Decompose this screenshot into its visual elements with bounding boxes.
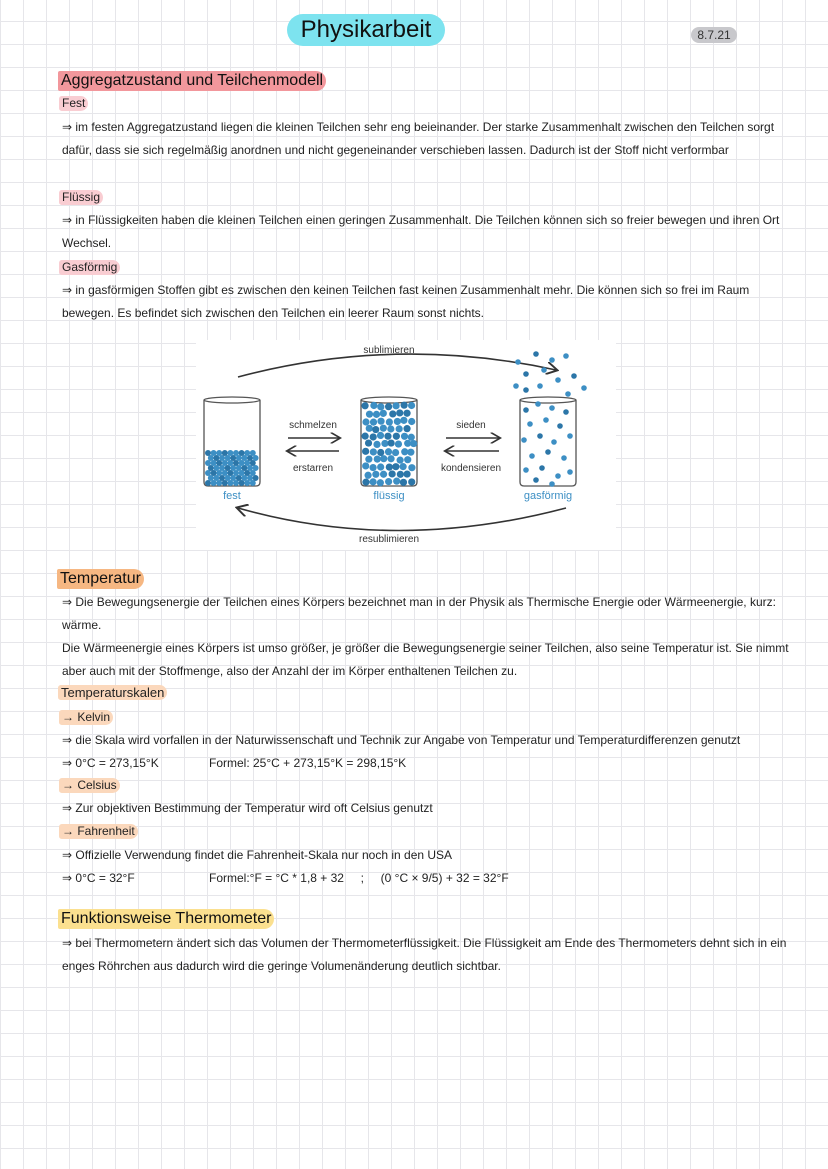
particle	[549, 405, 555, 411]
particle	[549, 481, 555, 487]
particle	[571, 373, 577, 379]
particle	[533, 477, 539, 483]
particle	[557, 423, 563, 429]
particle	[233, 450, 239, 456]
particle	[410, 440, 417, 447]
particle	[365, 472, 372, 479]
particle	[400, 479, 407, 486]
text-celsius: ⇒ Zur objektiven Bestimmung der Temperatur wird oft Celsius genutzt	[62, 801, 433, 815]
particle	[381, 440, 388, 447]
particle	[543, 417, 549, 423]
particle	[222, 450, 228, 456]
particle	[387, 455, 394, 462]
particle	[403, 470, 410, 477]
particle	[555, 377, 561, 383]
particle	[205, 450, 211, 456]
particle	[366, 411, 373, 418]
particle	[362, 433, 369, 440]
particle	[362, 448, 369, 455]
particle	[513, 383, 519, 389]
text-fest: ⇒ im festen Aggregatzustand liegen die kleinen Teilchen sehr eng beieinander. Der starke Zusammenhalt zwischen den Teilchen sorgt dafür, dass sie sich regelmäßig anordnen und nicht gegeneinander verschieben lassen. Dadurch ist der Stoff nicht verformbar	[62, 120, 775, 157]
particle	[396, 409, 403, 416]
particle	[392, 402, 399, 409]
particle	[362, 462, 369, 469]
particle	[561, 455, 567, 461]
label-kelvin: → Kelvin	[59, 710, 113, 725]
particle	[408, 464, 415, 471]
particle	[567, 433, 573, 439]
label-celsius: → Celsius	[59, 778, 120, 793]
text-kelvin: ⇒ die Skala wird vorfallen in der Naturwissenschaft und Technik zur Angabe von Temperatur und Temperaturdifferenzen genutzt	[62, 733, 741, 747]
particle	[377, 449, 384, 456]
particle	[384, 433, 391, 440]
aggregate-states-diagram	[196, 340, 616, 550]
particle	[563, 353, 569, 359]
label-fluessig: Flüssig	[59, 190, 103, 205]
particle	[403, 410, 410, 417]
particle	[537, 433, 543, 439]
particle	[523, 467, 529, 473]
particle	[535, 401, 541, 407]
particle	[545, 449, 551, 455]
particle	[389, 470, 396, 477]
particle	[369, 464, 376, 471]
text-temperatur-2: Die Wärmeenergie eines Körpers ist umso größer, je größer die Bewegungsenergie seiner Teilchen, also seine Temperatur ist. Sie nimmt aber auch mit der Stoffmenge, also der Anzahl der im Körper enthaltenen Teilchen zu.	[62, 641, 789, 678]
particle	[397, 471, 404, 478]
heading-thermometer: Funktionsweise Thermometer	[58, 909, 274, 929]
page-title: Physikarbeit	[287, 14, 445, 46]
particle	[250, 450, 256, 456]
particle	[372, 471, 379, 478]
heading-temperaturskalen: Temperaturskalen	[58, 685, 167, 700]
particle	[401, 448, 408, 455]
particle	[385, 403, 392, 410]
particle	[372, 426, 379, 433]
label-state-gasfoermig: gasförmig	[523, 490, 573, 502]
particle	[374, 456, 381, 463]
particle	[551, 439, 557, 445]
particle	[527, 421, 533, 427]
particle	[377, 403, 384, 410]
particle	[537, 383, 543, 389]
text-fahrenheit: ⇒ Offizielle Verwendung findet die Fahrenheit-Skala nur noch in den USA	[62, 848, 453, 862]
particle	[380, 410, 387, 417]
particle	[523, 407, 529, 413]
heading-temperatur: Temperatur	[57, 569, 144, 589]
particle	[563, 409, 569, 415]
label-gasfoermig: Gasförmig	[59, 260, 120, 275]
particle	[529, 453, 535, 459]
particles-liquid	[361, 402, 417, 487]
particle	[370, 419, 377, 426]
label-fest: Fest	[59, 96, 88, 111]
particle	[401, 433, 408, 440]
particle	[523, 387, 529, 393]
text-gasfoermig: ⇒ in gasförmigen Stoffen gibt es zwischen den keinen Teilchen fast keinen Zusammenhalt mehr. Die können sich so frei im Raum bewegen. Es befindet sich zwischen den Teilchen ein leerer Raum sonst nichts.	[62, 283, 750, 320]
particle	[370, 433, 377, 440]
fahrenheit-formula: Formel:°F = °C * 1,8 + 32 ; (0 °C × 9/5) + 32 = 32°F	[209, 871, 509, 885]
particle	[393, 478, 400, 485]
particle	[385, 448, 392, 455]
particle	[408, 478, 415, 485]
particle	[408, 418, 415, 425]
particle	[400, 417, 407, 424]
particle	[373, 411, 380, 418]
particle	[362, 479, 369, 486]
particle	[365, 456, 372, 463]
date-badge: 8.7.21	[691, 27, 737, 43]
particle	[549, 357, 555, 363]
particle	[370, 448, 377, 455]
particles-solid	[205, 450, 259, 486]
particle	[396, 425, 403, 432]
label-schmelzen: schmelzen	[289, 420, 337, 431]
particle	[394, 418, 401, 425]
particle	[401, 402, 408, 409]
text-temperatur-1: ⇒ Die Bewegungsenergie der Teilchen eines Körpers bezeichnet man in der Physik als Thermische Energie oder Wärmeenergie, kurz: wärme.	[62, 595, 776, 632]
particle	[227, 450, 233, 456]
particle	[386, 464, 393, 471]
label-sublimieren: sublimieren	[363, 345, 415, 356]
particle	[361, 402, 368, 409]
kelvin-equation: ⇒ 0°C = 273,15°K	[62, 756, 159, 770]
particle	[395, 440, 402, 447]
particle	[369, 478, 376, 485]
particle	[362, 418, 369, 425]
label-state-fluessig: flüssig	[373, 490, 405, 502]
label-resublimieren: resublimieren	[358, 534, 420, 545]
particle	[377, 463, 384, 470]
particle	[521, 437, 527, 443]
particle	[399, 463, 406, 470]
particle	[565, 391, 571, 397]
particle	[385, 478, 392, 485]
heading-aggregatzustand: Aggregatzustand und Teilchenmodell	[58, 71, 326, 91]
particle	[380, 471, 387, 478]
label-erstarren: erstarren	[292, 463, 334, 474]
particle	[387, 425, 394, 432]
particle	[393, 433, 400, 440]
particle	[404, 456, 411, 463]
particle	[365, 439, 372, 446]
particle	[408, 402, 415, 409]
label-sieden: sieden	[456, 420, 486, 431]
text-thermometer: ⇒ bei Thermometern ändert sich das Volumen der Thermometerflüssigkeit. Die Flüssigkeit am Ende des Thermometers dehnt sich in ein enges Röhrchen aus dadurch wird die geringe Volumenänderung deutlich sichtbar.	[62, 936, 787, 973]
particle	[366, 425, 373, 432]
particle	[389, 410, 396, 417]
kelvin-formula: Formel: 25°C + 273,15°K = 298,15°K	[209, 756, 407, 770]
particle	[392, 449, 399, 456]
particle	[373, 441, 380, 448]
particle	[380, 425, 387, 432]
particle	[216, 450, 222, 456]
particle	[377, 479, 384, 486]
particle	[555, 473, 561, 479]
particle	[397, 457, 404, 464]
particle	[408, 434, 415, 441]
particle	[380, 455, 387, 462]
particle	[370, 402, 377, 409]
fahrenheit-equation: ⇒ 0°C = 32°F	[62, 871, 135, 885]
particle	[244, 450, 250, 456]
particle	[533, 351, 539, 357]
particle	[523, 371, 529, 377]
particle	[539, 465, 545, 471]
particle	[239, 450, 245, 456]
particle	[567, 469, 573, 475]
particle	[392, 463, 399, 470]
label-kondensieren: kondensieren	[440, 463, 502, 474]
label-fahrenheit: → Fahrenheit	[59, 824, 138, 839]
label-state-fest: fest	[223, 490, 241, 502]
particle	[515, 359, 521, 365]
particle	[581, 385, 587, 391]
particle	[541, 367, 547, 373]
particle	[403, 425, 410, 432]
particle	[386, 418, 393, 425]
particle	[211, 450, 217, 456]
text-fluessig: ⇒ in Flüssigkeiten haben die kleinen Teilchen einen geringen Zusammenhalt. Die Teilchen können sich so freier bewegen und ihren Ort Wechsel.	[62, 213, 780, 250]
particle	[377, 432, 384, 439]
particle	[407, 449, 414, 456]
particle	[377, 418, 384, 425]
particle	[388, 439, 395, 446]
